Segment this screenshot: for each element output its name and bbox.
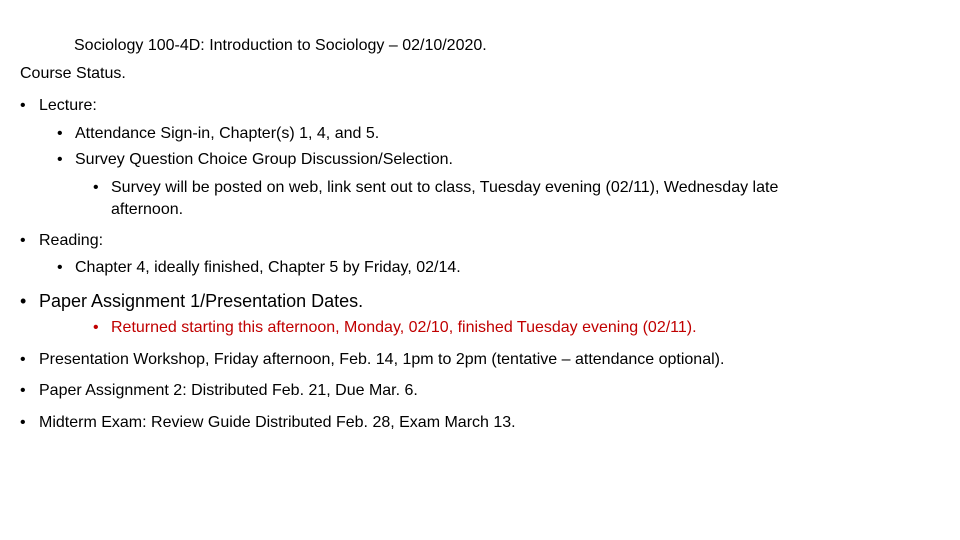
paper-assignment-1-item: Paper Assignment 1/Presentation Dates. xyxy=(39,291,364,311)
slide-title: Sociology 100-4D: Introduction to Sociology – 02/10/2020. xyxy=(74,37,487,54)
bullet-marker: • xyxy=(93,179,99,196)
lecture-survey-item: Survey Question Choice Group Discussion/Selection. xyxy=(75,151,453,168)
midterm-exam-item: Midterm Exam: Review Guide Distributed Feb. 28, Exam March 13. xyxy=(39,414,516,431)
bullet-marker: • xyxy=(57,151,63,168)
bullet-marker: • xyxy=(57,259,63,276)
reading-item: Reading: xyxy=(39,232,104,249)
bullet-marker: • xyxy=(57,125,63,142)
bullet-marker: • xyxy=(20,414,26,431)
bullet-marker: • xyxy=(20,382,26,399)
bullet-marker: • xyxy=(20,232,26,249)
paper-assignment-2-item: Paper Assignment 2: Distributed Feb. 21, Due Mar. 6. xyxy=(39,382,418,399)
lecture-item: Lecture: xyxy=(39,97,97,114)
course-status-heading: Course Status. xyxy=(20,65,126,82)
bullet-marker: • xyxy=(20,291,27,311)
reading-chapter-item: Chapter 4, ideally finished, Chapter 5 by Friday, 02/14. xyxy=(75,259,461,276)
survey-posting-item: Survey will be posted on web, link sent out to class, Tuesday evening (02/11), Wednesday late xyxy=(111,179,779,196)
presentation-workshop-item: Presentation Workshop, Friday afternoon, Feb. 14, 1pm to 2pm (tentative – attendance optional). xyxy=(39,351,725,368)
survey-posting-item-continued: afternoon. xyxy=(111,201,184,218)
paper-returned-item: Returned starting this afternoon, Monday, 02/10, finished Tuesday evening (02/11). xyxy=(111,319,697,336)
lecture-attendance-item: Attendance Sign-in, Chapter(s) 1, 4, and 5. xyxy=(75,125,380,142)
bullet-marker: • xyxy=(20,97,26,114)
bullet-marker: • xyxy=(20,351,26,368)
bullet-marker: • xyxy=(93,319,99,336)
